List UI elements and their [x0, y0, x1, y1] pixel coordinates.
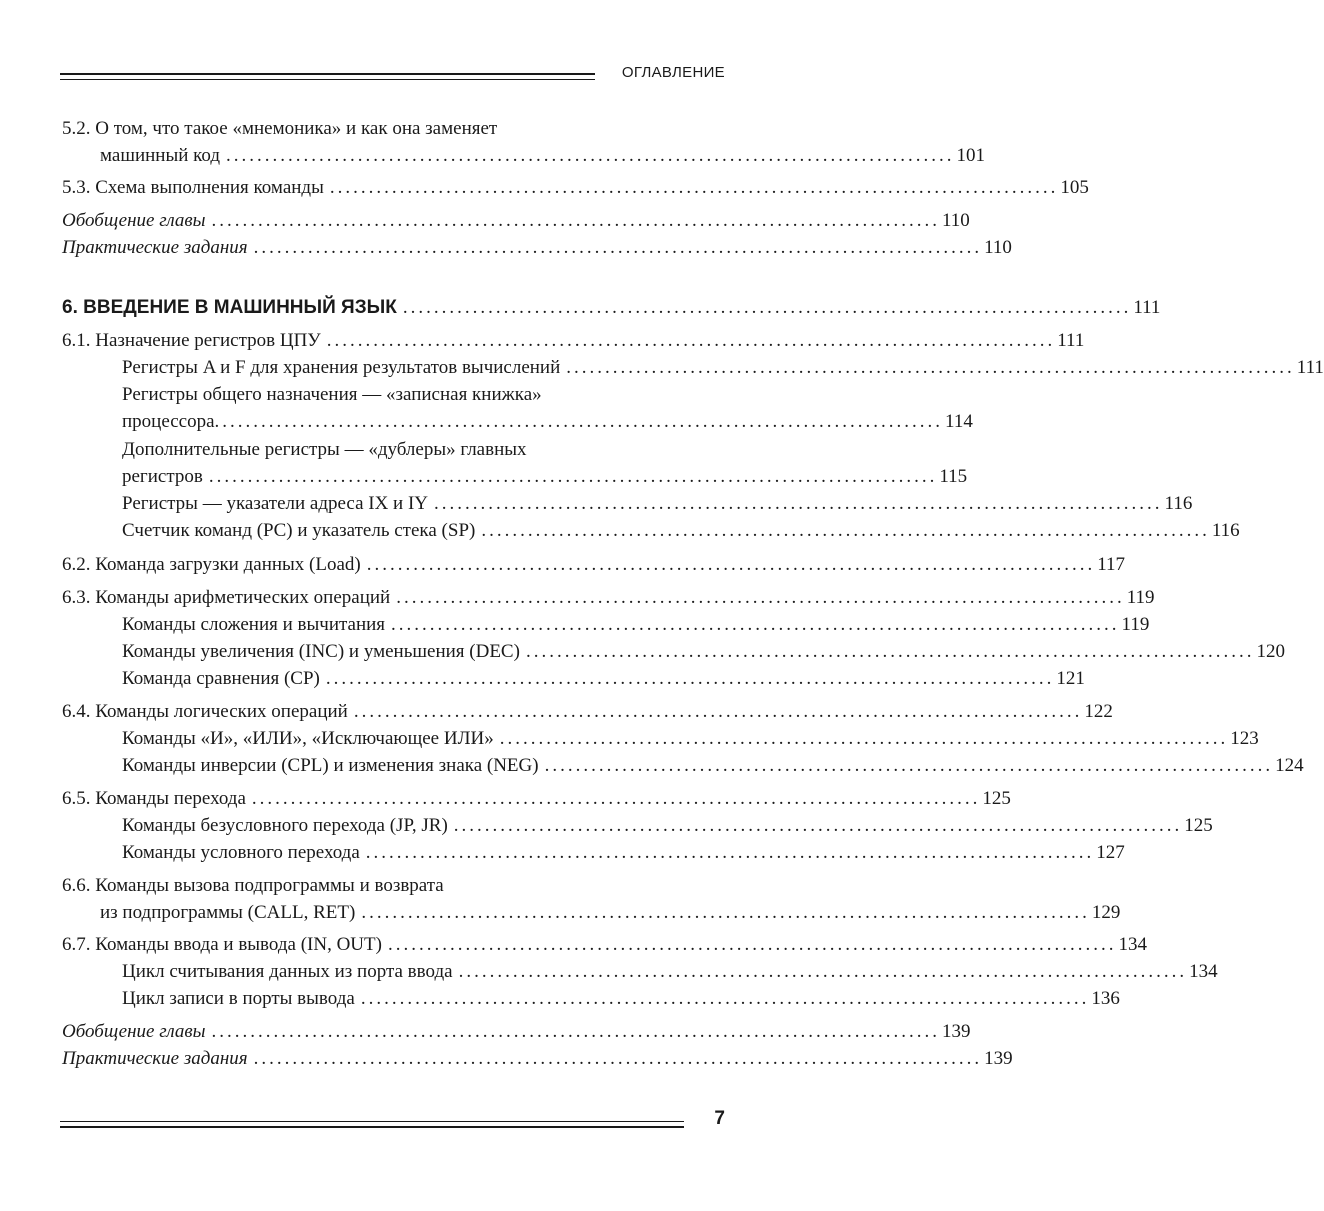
dot-leader: ..............................................................................................: [396, 587, 1125, 608]
toc-entry-6-2[interactable]: [62, 551, 1126, 578]
footer-rule: [60, 1121, 684, 1128]
toc-page-number: 139: [941, 1021, 971, 1042]
toc-page-number: 119: [1126, 587, 1155, 608]
toc-entry-title: Команды увеличения (INC) и уменьшения (DEC): [122, 638, 526, 665]
dot-leader: ..............................................................................................: [434, 493, 1163, 514]
dot-leader: ..............................................................................................: [458, 961, 1188, 982]
toc-entry-6-6[interactable]: [100, 899, 1121, 926]
toc-subentry[interactable]: [122, 985, 1120, 1012]
toc-page-number: 125: [982, 788, 1011, 809]
toc-entry-6-3[interactable]: [62, 584, 1155, 611]
toc-page-number: 111: [1296, 357, 1324, 378]
toc-entry-6-6-line1: 6.6. Команды вызова подпрограммы и возврата: [62, 875, 444, 896]
toc-subentry[interactable]: [122, 517, 1240, 544]
toc-entry-title: машинный код: [100, 142, 226, 169]
toc-subentry[interactable]: [122, 611, 1150, 638]
toc-entry-title: 6.7. Команды ввода и вывода (IN, OUT): [62, 931, 388, 958]
toc-chapter-6[interactable]: [62, 294, 1161, 321]
toc-page-number: 117: [1097, 554, 1126, 575]
toc-subentry[interactable]: [122, 665, 1085, 692]
toc-entry-5-2-line1: 5.2. О том, что такое «мнемоника» и как она заменяет: [62, 118, 498, 139]
toc-page-number: 119: [1121, 614, 1150, 635]
toc-entry-title: процессора: [122, 408, 215, 435]
toc-subentry[interactable]: [122, 408, 973, 435]
toc-subentry-line1: Дополнительные регистры — «дублеры» главных: [122, 439, 527, 460]
dot-leader: ..............................................................................................: [544, 755, 1274, 776]
toc-entry-title: 6.1. Назначение регистров ЦПУ: [62, 327, 327, 354]
toc-entry-title: Цикл записи в порты вывода: [122, 985, 361, 1012]
toc-entry-title: Команды безусловного перехода (JP, JR): [122, 812, 454, 839]
dot-leader: ..............................................................................................: [208, 466, 938, 487]
toc-page-number: 125: [1184, 815, 1213, 836]
toc-entry-title: Команда сравнения (CP): [122, 665, 326, 692]
dot-leader: ..............................................................................................: [402, 297, 1132, 318]
toc-page-number: 120: [1256, 641, 1285, 662]
toc-page-number: 111: [1133, 297, 1161, 318]
toc-subentry[interactable]: [122, 490, 1193, 517]
dot-leader: ..............................................................................................: [391, 614, 1120, 635]
toc-page-number: 105: [1060, 177, 1089, 198]
toc-subentry[interactable]: [122, 839, 1125, 866]
toc-entry-exercises-5[interactable]: [62, 234, 1012, 261]
toc-entry-6-4[interactable]: [62, 698, 1113, 725]
dot-leader: ..............................................................................................: [453, 815, 1183, 836]
chapter-title: 6. ВВЕДЕНИЕ В МАШИННЫЙ ЯЗЫК: [62, 294, 403, 321]
toc-entry-title: Регистры A и F для хранения результатов вычислений: [122, 354, 566, 381]
toc-entry-title: Обобщение главы: [62, 1018, 211, 1045]
toc-page-number: 127: [1096, 842, 1125, 863]
toc-entry-summary-6[interactable]: [62, 1018, 971, 1045]
dot-leader: ..............................................................................................: [360, 988, 1090, 1009]
toc-subentry[interactable]: [122, 725, 1259, 752]
toc-page-number: 134: [1118, 934, 1147, 955]
dot-leader: ..............................................................................................: [566, 357, 1295, 378]
dot-leader: ..............................................................................................: [353, 701, 1083, 722]
toc-page-number: 110: [941, 210, 970, 231]
dot-leader: ..............................................................................................: [214, 411, 944, 432]
toc-subentry[interactable]: [122, 354, 1324, 381]
toc-page-number: 139: [984, 1048, 1013, 1069]
dot-leader: ..............................................................................................: [326, 330, 1056, 351]
toc-page-number: 123: [1230, 728, 1259, 749]
toc-page-number: 122: [1084, 701, 1113, 722]
toc-page-number: 115: [939, 466, 968, 487]
toc-entry-title: Практические задания: [62, 1045, 254, 1072]
dot-leader: ..............................................................................................: [361, 902, 1090, 923]
toc-subentry[interactable]: [122, 812, 1213, 839]
toc-subentry-line1: Регистры общего назначения — «записная книжка»: [122, 384, 542, 405]
dot-leader: ..............................................................................................: [499, 728, 1229, 749]
toc-entry-title: Команды сложения и вычитания: [122, 611, 391, 638]
toc-subentry[interactable]: [122, 958, 1218, 985]
dot-leader: ..............................................................................................: [366, 554, 1096, 575]
toc-entry-title: регистров: [122, 463, 209, 490]
toc-entry-exercises-6[interactable]: [62, 1045, 1013, 1072]
toc-entry-6-5[interactable]: [62, 785, 1011, 812]
dot-leader: ..............................................................................................: [211, 1021, 940, 1042]
toc-entry-summary-5[interactable]: [62, 207, 970, 234]
toc-entry-5-3[interactable]: [62, 174, 1089, 201]
toc-entry-title: Обобщение главы: [62, 207, 211, 234]
toc-page-number: 116: [1211, 520, 1240, 541]
dot-leader: ..............................................................................................: [226, 145, 955, 166]
toc-page-number: 116: [1164, 493, 1193, 514]
running-header-title: ОГЛАВЛЕНИЕ: [621, 64, 725, 81]
toc-entry-title: Команды условного перехода: [122, 839, 366, 866]
toc-entry-6-1[interactable]: [62, 327, 1085, 354]
dot-leader: ..............................................................................................: [253, 1048, 983, 1069]
toc-page-number: 121: [1056, 668, 1085, 689]
dot-leader: ..............................................................................................: [365, 842, 1095, 863]
toc-subentry[interactable]: [122, 638, 1285, 665]
toc-page-number: 110: [984, 237, 1012, 258]
toc-page-number: 134: [1189, 961, 1218, 982]
toc-entry-5-2[interactable]: [100, 142, 986, 169]
toc-entry-title: Регистры — указатели адреса IX и IY: [122, 490, 434, 517]
dot-leader: ..............................................................................................: [211, 210, 940, 231]
toc-entry-title: Цикл считывания данных из порта ввода: [122, 958, 459, 985]
toc-page-number: 136: [1091, 988, 1120, 1009]
toc-entry-title: 6.5. Команды перехода: [62, 785, 252, 812]
toc-entry-title: 6.3. Команды арифметических операций: [62, 584, 396, 611]
dot-leader: ..............................................................................................: [251, 788, 981, 809]
header-rule: [60, 73, 595, 80]
toc-page-number: 114: [945, 411, 973, 432]
dot-leader: ..............................................................................................: [329, 177, 1059, 198]
toc-entry-title: Счетчик команд (PC) и указатель стека (SP): [122, 517, 481, 544]
toc-entry-title: Команды инверсии (CPL) и изменения знака (NEG): [122, 752, 545, 779]
toc-page-number: 101: [956, 145, 986, 166]
toc-entry-6-7[interactable]: [62, 931, 1147, 958]
toc-page-number: 111: [1057, 330, 1085, 351]
toc-entry-title: 5.3. Схема выполнения команды: [62, 174, 330, 201]
toc-entry-title: 6.4. Команды логических операций: [62, 698, 354, 725]
toc-page-number: 129: [1091, 902, 1121, 923]
toc-entry-title: Команды «И», «ИЛИ», «Исключающее ИЛИ»: [122, 725, 500, 752]
toc-entry-title: из подпрограммы (CALL, RET): [100, 899, 361, 926]
dot-leader: ..............................................................................................: [253, 237, 983, 258]
toc-entry-title: Практические задания: [62, 234, 254, 261]
page-number: 7: [714, 1108, 725, 1129]
dot-leader: ..............................................................................................: [325, 668, 1055, 689]
dot-leader: ..............................................................................................: [525, 641, 1255, 662]
dot-leader: ..............................................................................................: [481, 520, 1210, 541]
toc-entry-title: 6.2. Команда загрузки данных (Load): [62, 551, 367, 578]
toc-subentry[interactable]: [122, 752, 1304, 779]
dot-leader: ..............................................................................................: [387, 934, 1117, 955]
toc-page-number: 124: [1275, 755, 1304, 776]
toc-subentry[interactable]: [122, 463, 968, 490]
